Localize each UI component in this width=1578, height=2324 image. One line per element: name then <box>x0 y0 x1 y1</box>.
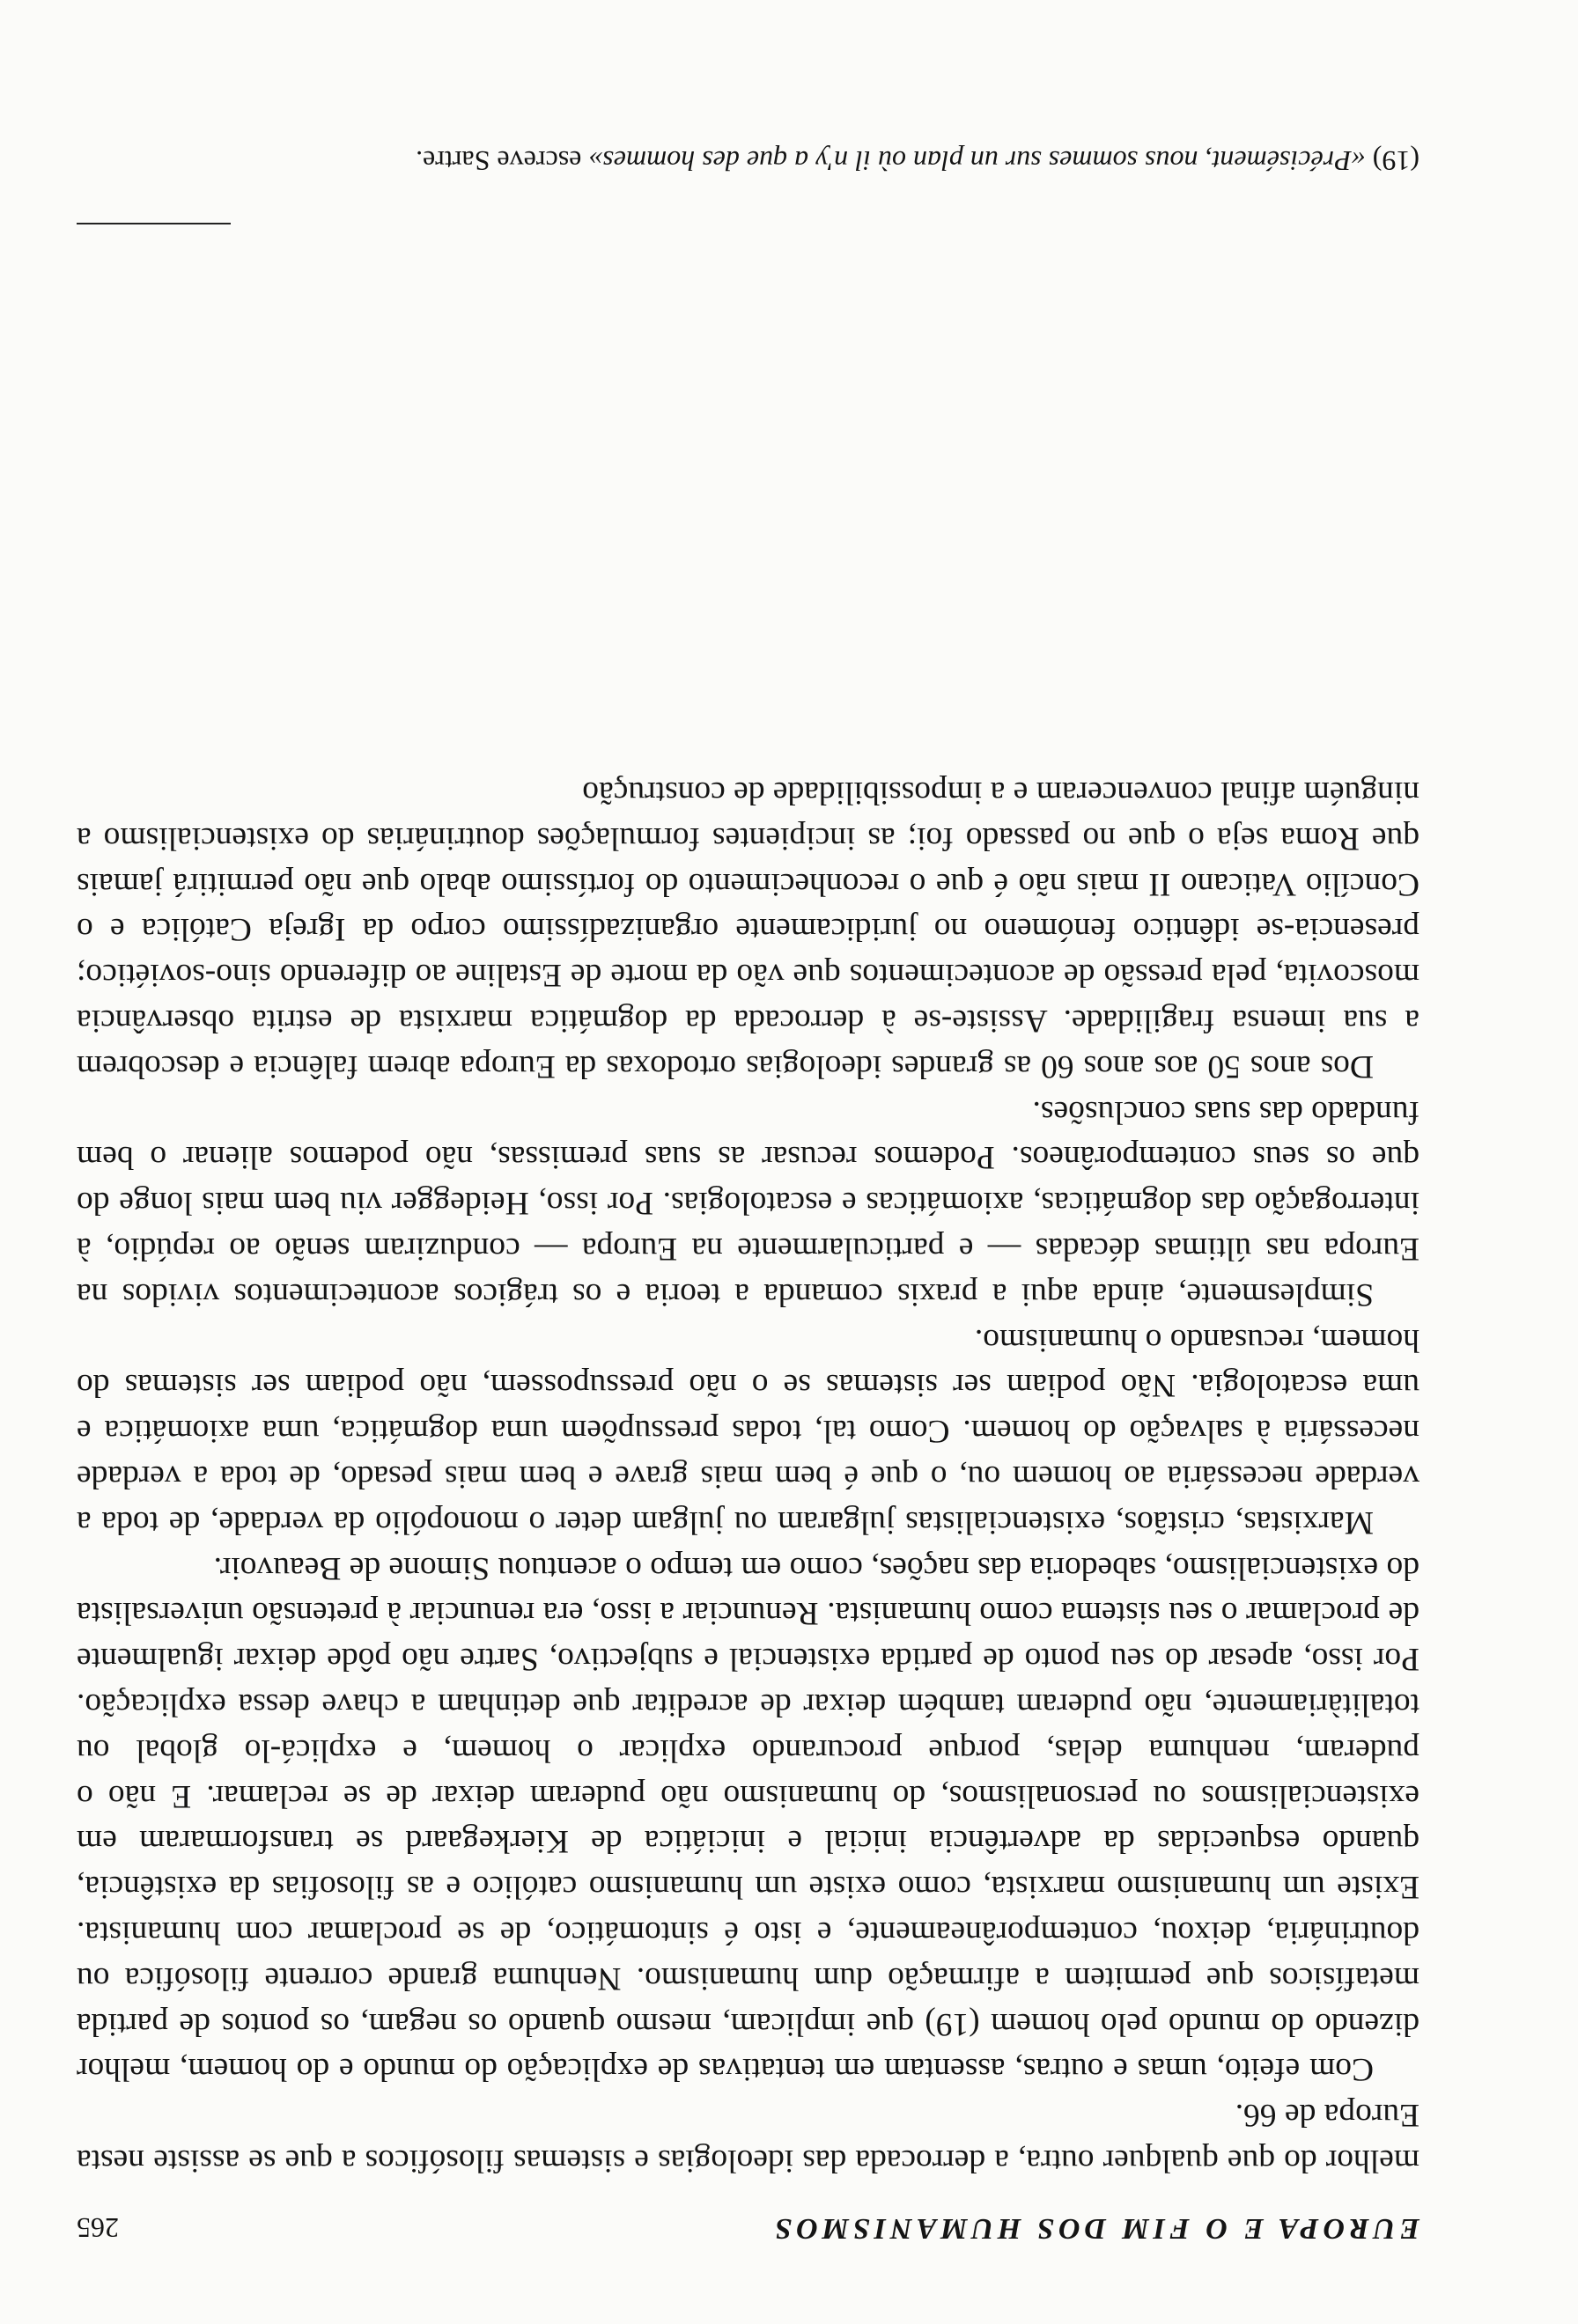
body-text <box>77 769 1419 2183</box>
footnote-marker: (19) <box>1372 145 1419 177</box>
paragraph: melhor do que qualquer outra, a derrocada das ideologias e sistemas filosóficos a que se assiste nesta Europa de 66. <box>77 2097 1419 2179</box>
footnote <box>77 142 1419 180</box>
footnote-attribution: escreve Sartre. <box>416 145 582 177</box>
paragraph: Com efeito, umas e outras, assentam em tentativas de explicação do mundo e do homem, melhor dizendo do mundo pelo homem (19) que implicam, mesmo quando os negam, os pontos de partida metafísicos que permitem a afirmação dum humanismo. Nenhuma grande corrente filosófica ou doutrinária, deixou, contemporâneamente, e isto é sintomático, de se proclamar com humanista. Existe um humanismo marxista, como existe um humanismo católico e as filosofias da existência, quando esquecidas da advertência inicial e iniciática de Kierkegaard se transformaram em existencialismos ou personalismos, do humanismo não puderam deixar de se reclamar. E não o puderam, nenhuma delas, porque procurando explicar o homem, e explicá-lo global ou totalitàriamente, não puderam também deixar de acreditar que detinham a chave dessa explicação. Por isso, apesar do seu ponto de partida existencial e subjectivo, Sartre não pôde deixar igualmente de proclamar o seu sistema como humanista. Renunciar a isso, era renunciar à pretensão universalista do existencialismo, sabedoria das nações, como em tempo o acentuou Simone de Beauvoir. <box>77 1549 1419 2088</box>
paragraph: Simplesmente, ainda aqui a praxis comanda a teoria e os trágicos acontecimentos vividos na Europa nas últimas décadas — e particularmente na Europa — conduziram senão ao repúdio, à interrogação das dogmáticas, axiomáticas e escatologias. Por isso, Heidegger viu bem mais longe do que os seus contemporâneos. Podemos recusar as suas premissas, não podemos alienar o bem fundado das suas conclusões. <box>77 1093 1419 1313</box>
footnote-quote: «Précisément, nous sommes sur un plan où il n'y a que des hommes» <box>588 145 1366 177</box>
paragraph: Dos anos 50 aos anos 60 as grandes ideologias ortodoxas da Europa abrem falência e descobrem a sua imensa fragilidade. Assiste-se à derrocada da dogmática marxista de estrita observância moscovita, pela pressão de acontecimentos que vão da morte de Estaline ao diferendo sino-soviético; presencia-se idêntico fenómeno no juridicamente organizadíssimo corpo da Igreja Católica e o Concílio Vaticano II mais não é que o reconhecimento do fortíssimo abalo que não permitirá jamais que Roma seja o que no passado foi; as incipientes formulações doutrinárias do existencialismo a ninguém afinal convenceram e a impossibilidade de construção <box>77 775 1419 1085</box>
running-title: EUROPA E O FIM DOS HUMANISMOS <box>771 2212 1419 2245</box>
page-number: 265 <box>77 2212 119 2244</box>
footnote-rule <box>77 223 231 224</box>
paragraph: Marxistas, cristãos, existencialistas julgaram ou julgam deter o monopólio da verdade, de toda a verdade necessária ao homem ou, o que é bem mais grave e bem mais pesado, de toda a verdade necessária à salvação do homem. Como tal, todas pressupõem uma dogmática, uma axiomática e uma escatologia. Não podiam ser sistemas se o não pressupossem, não podiam ser sistemas do homem, recusando o humanismo. <box>77 1321 1419 1541</box>
page-header <box>77 2205 1419 2249</box>
